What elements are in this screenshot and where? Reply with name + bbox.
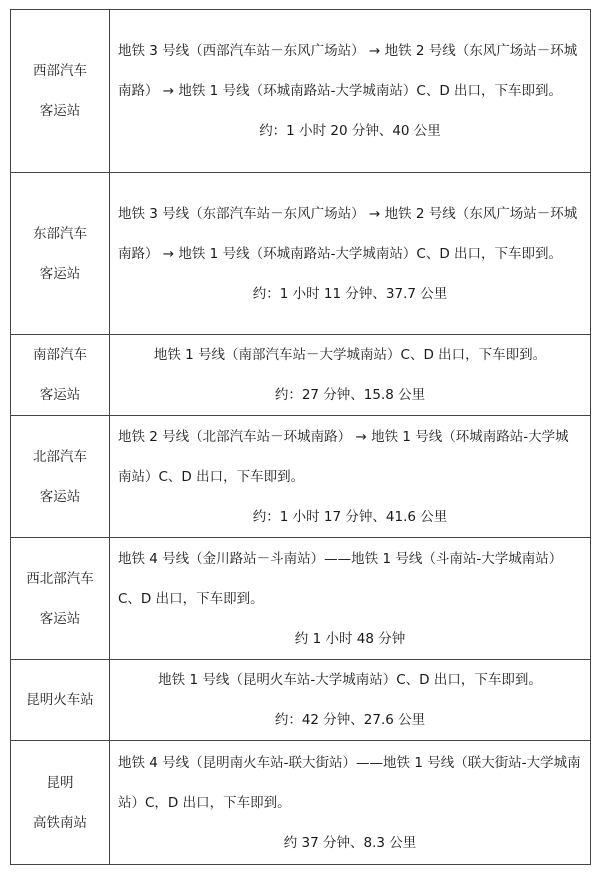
route-cell (110, 173, 591, 335)
station-label: 西部汽车 客运站 (33, 63, 87, 119)
travel-time: 约：1 小时 11 分钟、37.7 公里 (252, 285, 448, 302)
travel-time: 约：42 分钟、27.6 公里 (274, 712, 426, 728)
travel-time: 约 1 小时 48 分钟 (294, 630, 406, 647)
route-cell (110, 10, 591, 173)
route-description: 地铁 3 号线（西部汽车站－东风广场站） → 地铁 2 号线（东风广场站－环城南路） → 地铁 1 号线（环城南路站-大学城南站）C、D 出口，下车即到。 (118, 43, 578, 99)
station-label: 东部汽车 客运站 (33, 225, 87, 282)
station-label: 昆明 高铁南站 (33, 774, 87, 831)
route-description: 地铁 4 号线（昆明南火车站-联大街站）——地铁 1 号线（联大街站-大学城南站）C，D 出口，下车即到。 (118, 754, 581, 811)
station-name (11, 538, 110, 660)
route-description: 地铁 4 号线（金川路站－斗南站）——地铁 1 号线（斗南站-大学城南站）C、D 出口，下车即到。 (118, 550, 563, 607)
station-name (11, 416, 110, 538)
station-name (11, 173, 110, 335)
station-label: 西北部汽车 客运站 (26, 570, 94, 627)
travel-time: 约：1 小时 17 分钟、41.6 公里 (252, 508, 448, 525)
table-row (11, 660, 591, 741)
route-table (10, 9, 591, 865)
route-cell (110, 416, 591, 538)
route-description: 地铁 3 号线（东部汽车站－东风广场站） → 地铁 2 号线（东风广场站－环城南路） → 地铁 1 号线（环城南路站-大学城南站）C、D 出口，下车即到。 (118, 205, 578, 262)
route-cell (110, 335, 591, 416)
table-row (11, 10, 591, 173)
station-name (11, 10, 110, 173)
station-name (11, 335, 110, 416)
route-cell (110, 538, 591, 660)
route-cell (110, 660, 591, 741)
station-name (11, 660, 110, 741)
route-cell (110, 741, 591, 865)
table-row (11, 538, 591, 660)
travel-time: 约：27 分钟、15.8 公里 (274, 387, 426, 403)
route-description: 地铁 1 号线（昆明火车站-大学城南站）C、D 出口，下车即到。 (158, 672, 542, 688)
station-name (11, 741, 110, 865)
table-row (11, 741, 591, 865)
route-description: 地铁 1 号线（南部汽车站－大学城南站）C、D 出口，下车即到。 (153, 347, 547, 363)
route-description: 地铁 2 号线（北部汽车站－环城南路） → 地铁 1 号线（环城南路站-大学城南站）C、D 出口，下车即到。 (118, 428, 569, 485)
table-row (11, 173, 591, 335)
station-label: 昆明火车站 (26, 692, 94, 708)
table-row (11, 416, 591, 538)
table-row (11, 335, 591, 416)
station-label: 南部汽车 客运站 (33, 347, 87, 403)
station-label: 北部汽车 客运站 (33, 448, 87, 505)
travel-time: 约 37 分钟、8.3 公里 (283, 834, 417, 851)
travel-time: 约：1 小时 20 分钟、40 公里 (259, 123, 441, 139)
